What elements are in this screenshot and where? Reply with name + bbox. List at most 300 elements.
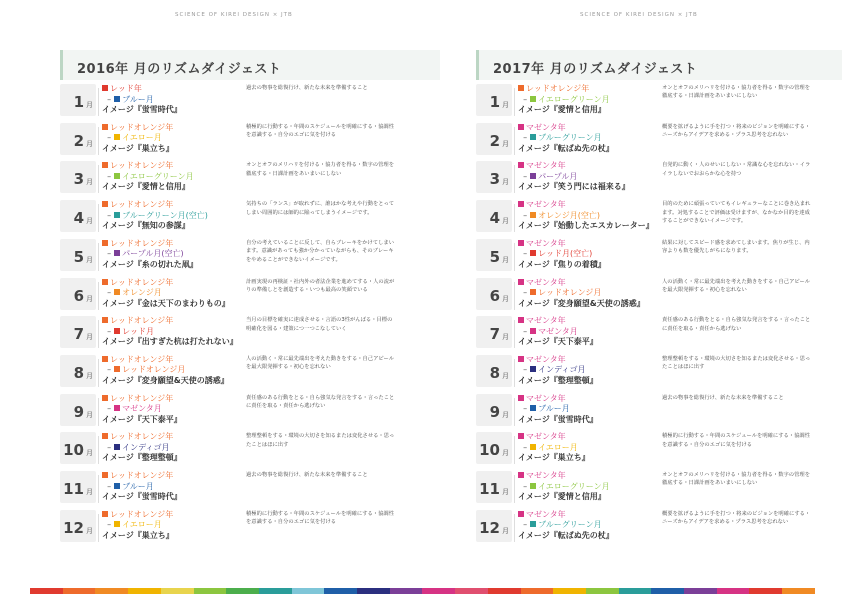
rainbow-segment xyxy=(259,588,292,594)
digest-panel-2017 xyxy=(476,50,842,555)
month-label: レッド月 xyxy=(122,326,155,336)
image-title: イメージ『無知の参謀』 xyxy=(102,221,190,231)
row-divider xyxy=(98,165,99,193)
digest-panel-2016 xyxy=(60,50,440,555)
month-number: 3 xyxy=(73,170,84,189)
month-box xyxy=(476,394,512,426)
month-label: イエロー月 xyxy=(538,442,578,452)
panel-title-bar xyxy=(476,50,842,80)
row-divider xyxy=(98,127,99,155)
year-color-swatch xyxy=(518,162,524,168)
month-suffix: 月 xyxy=(502,217,509,226)
month-label: パープル月 xyxy=(538,171,578,181)
month-box xyxy=(476,123,512,155)
dash-separator: – xyxy=(102,481,112,491)
month-suffix: 月 xyxy=(86,178,93,187)
month-label: ブルーグリーン月 xyxy=(538,133,602,143)
month-suffix: 月 xyxy=(86,294,93,303)
month-number: 4 xyxy=(489,209,500,228)
year-label: レッド年 xyxy=(110,84,142,93)
month-suffix: 月 xyxy=(502,333,509,342)
image-title: イメージ『巣立ち』 xyxy=(102,530,174,540)
month-color-swatch xyxy=(114,96,120,102)
month-row xyxy=(476,200,842,237)
year-color-swatch xyxy=(518,395,524,401)
month-suffix: 月 xyxy=(86,333,93,342)
year-color-swatch xyxy=(102,240,108,246)
year-color-swatch xyxy=(102,472,108,478)
month-number: 6 xyxy=(73,286,84,305)
month-box xyxy=(476,316,512,348)
row-divider xyxy=(514,436,515,464)
month-row xyxy=(60,471,440,508)
month-box xyxy=(476,471,512,503)
month-box xyxy=(476,239,512,271)
dash-separator: – xyxy=(102,210,112,220)
page-header-left: SCIENCE OF KIREI DESIGN × JTB xyxy=(175,12,293,18)
year-label: レッドオレンジ年 xyxy=(110,238,174,248)
month-label: ブルー月 xyxy=(122,481,154,491)
year-color-swatch xyxy=(518,240,524,246)
month-box xyxy=(60,316,96,348)
month-box xyxy=(60,510,96,542)
rainbow-segment xyxy=(488,588,521,594)
month-suffix: 月 xyxy=(86,526,93,535)
rainbow-segment xyxy=(619,588,652,594)
month-line xyxy=(518,404,688,415)
month-box xyxy=(60,432,96,464)
image-title: イメージ『整理整頓』 xyxy=(102,453,182,463)
month-advice: 自発的に動く・人のせいにしない・常識な心を忘れない・イライラしないでおおらかな心を持つ xyxy=(662,162,811,177)
month-suffix: 月 xyxy=(502,449,509,458)
month-advice: 過去の物事を総復行け、新たな未来を準備すること xyxy=(246,472,368,478)
row-divider xyxy=(514,88,515,116)
image-title: イメージ『整理整頓』 xyxy=(518,375,598,385)
row-divider xyxy=(98,436,99,464)
month-color-swatch xyxy=(114,405,120,411)
month-advice: 整理整頓をする・環境の大切さを知るまたは変化させる・思ったことはほに出す xyxy=(662,355,811,371)
year-label: レッドオレンジ年 xyxy=(110,354,174,364)
month-box xyxy=(476,84,512,116)
image-title: イメージ『焦りの着積』 xyxy=(518,259,606,269)
month-number: 10 xyxy=(479,441,500,460)
month-advice: 結果に対してスピード感を求めてしまいます。焦りが生じ、内容よりも数を優先しがちになります。 xyxy=(662,239,810,255)
row-divider xyxy=(98,475,99,503)
dash-separator: – xyxy=(102,365,112,375)
year-color-swatch xyxy=(102,124,108,130)
month-box xyxy=(60,278,96,310)
dash-separator: – xyxy=(102,171,112,181)
year-label: レッドオレンジ年 xyxy=(110,509,174,519)
dash-separator: – xyxy=(518,133,528,143)
month-color-swatch xyxy=(530,366,536,372)
year-label: レッドオレンジ年 xyxy=(110,393,174,403)
rainbow-segment xyxy=(684,588,717,594)
year-color-swatch xyxy=(518,433,524,439)
rainbow-segment xyxy=(324,588,357,594)
rainbow-segment xyxy=(226,588,259,594)
month-label: オレンジ月(空亡) xyxy=(538,210,600,220)
month-number: 8 xyxy=(73,363,84,382)
year-label: レッドオレンジ年 xyxy=(110,316,174,326)
dash-separator: – xyxy=(102,442,112,452)
row-divider xyxy=(98,398,99,426)
rainbow-bottom-bar xyxy=(30,588,815,594)
image-title: イメージ『蛍雪時代』 xyxy=(518,414,598,424)
year-color-swatch xyxy=(102,279,108,285)
rainbow-segment xyxy=(357,588,390,594)
image-title: イメージ『始動したエスカレーター』 xyxy=(518,221,654,231)
month-label: イエローグリーン月 xyxy=(538,481,610,491)
month-suffix: 月 xyxy=(86,139,93,148)
row-divider xyxy=(514,359,515,387)
month-color-swatch xyxy=(114,212,120,218)
year-label: マゼンタ年 xyxy=(526,161,566,171)
month-label: イエローグリーン月 xyxy=(122,171,194,181)
year-color-swatch xyxy=(518,279,524,285)
row-divider xyxy=(514,165,515,193)
month-color-swatch xyxy=(530,212,536,218)
month-number: 12 xyxy=(479,518,500,537)
year-label: レッドオレンジ年 xyxy=(110,200,174,210)
rainbow-segment xyxy=(422,588,455,594)
month-advice: 概要を拡げるように手を打つ・将来のビジョンを明確にする・ニーズからアイデアを求める・プラス思考を忘れない xyxy=(662,510,811,526)
dash-separator: – xyxy=(518,442,528,452)
year-color-swatch xyxy=(102,433,108,439)
row-divider xyxy=(514,514,515,542)
year-color-swatch xyxy=(102,201,108,207)
year-label: マゼンタ年 xyxy=(526,200,566,210)
rainbow-segment xyxy=(95,588,128,594)
year-color-swatch xyxy=(518,472,524,478)
month-box xyxy=(476,510,512,542)
dash-separator: – xyxy=(518,210,528,220)
year-label: レッドオレンジ年 xyxy=(110,161,174,171)
month-label: イエロー月 xyxy=(122,133,162,143)
image-title: イメージ『蛍雪時代』 xyxy=(102,105,182,114)
year-color-swatch xyxy=(518,85,524,91)
month-advice: 当月の目標を確実に達成させる・言語の3性がんばる・目標の明確化を図る・建策につ一つこなしていく xyxy=(246,317,393,332)
month-row xyxy=(60,432,440,469)
month-color-swatch xyxy=(530,521,536,527)
month-suffix: 月 xyxy=(502,526,509,535)
month-suffix: 月 xyxy=(502,410,509,419)
month-advice: 責任感のある行動をとる・自ら強気な発言をする・言ったことに責任を取る・責任から逃げない xyxy=(246,394,395,409)
month-row xyxy=(60,278,440,315)
panel-title-bar xyxy=(60,50,440,80)
month-line xyxy=(102,482,272,493)
row-divider xyxy=(514,475,515,503)
month-row xyxy=(60,200,440,237)
month-color-swatch xyxy=(530,96,536,102)
rainbow-segment xyxy=(717,588,750,594)
month-box xyxy=(476,432,512,464)
month-line xyxy=(102,95,272,106)
month-row xyxy=(476,432,842,469)
rainbow-segment xyxy=(651,588,684,594)
year-color-swatch xyxy=(102,395,108,401)
row-divider xyxy=(514,282,515,310)
rainbow-segment xyxy=(161,588,194,594)
month-number: 3 xyxy=(489,170,500,189)
month-label: レッドオレンジ月 xyxy=(538,288,602,297)
month-label: インディゴ月 xyxy=(538,365,586,375)
month-suffix: 月 xyxy=(86,101,93,109)
month-row xyxy=(60,510,440,547)
year-color-swatch xyxy=(102,317,108,323)
month-advice: 気持ちの「ランス」が取れずに、誰はかな考えや行動をとってしまい周囲的には師的に陥ってしまうイメージです。 xyxy=(246,201,395,216)
month-suffix: 月 xyxy=(502,371,509,380)
month-row xyxy=(476,161,842,198)
image-title: イメージ『変身願望&天使の誘惑』 xyxy=(102,375,229,385)
page-header-right: SCIENCE OF KIREI DESIGN × JTB xyxy=(580,12,698,18)
rainbow-segment xyxy=(455,588,488,594)
dash-separator: – xyxy=(102,326,112,336)
month-advice: 人の活動く・常に最先端出を考えた動きをする・自己アピールを最大限発揮する・初心を忘れない xyxy=(246,355,394,371)
year-label: マゼンタ年 xyxy=(526,509,566,519)
year-color-swatch xyxy=(102,511,108,517)
month-row xyxy=(476,510,842,547)
month-color-swatch xyxy=(530,405,536,411)
month-row xyxy=(476,355,842,392)
row-divider xyxy=(98,359,99,387)
year-label: マゼンタ年 xyxy=(526,316,566,326)
month-advice: オンとオフのメリハリを付ける・協力者を得る・数字の管理を徹底する・日課計画をあいまいにしない xyxy=(662,472,810,487)
year-color-swatch xyxy=(518,356,524,362)
month-row xyxy=(476,316,842,353)
month-suffix: 月 xyxy=(502,255,509,264)
year-label: マゼンタ年 xyxy=(526,122,566,132)
month-number: 5 xyxy=(73,247,84,266)
month-number: 5 xyxy=(489,247,500,266)
month-color-swatch xyxy=(114,289,120,295)
month-row xyxy=(60,394,440,431)
year-label: レッドオレンジ年 xyxy=(110,432,174,442)
month-number: 1 xyxy=(73,93,84,111)
month-number: 12 xyxy=(63,518,84,537)
month-row xyxy=(60,316,440,353)
month-label: マゼンタ月 xyxy=(122,404,162,414)
rainbow-segment xyxy=(194,588,227,594)
rainbow-segment xyxy=(586,588,619,594)
year-color-swatch xyxy=(518,511,524,517)
month-row xyxy=(60,239,440,276)
year-color-swatch xyxy=(518,124,524,130)
year-color-swatch xyxy=(102,162,108,168)
month-label: ブルーグリーン月 xyxy=(538,520,602,530)
month-suffix: 月 xyxy=(502,488,509,496)
month-label: イエローグリーン月 xyxy=(538,94,610,104)
month-color-swatch xyxy=(530,483,536,489)
year-label: マゼンタ年 xyxy=(526,238,566,248)
rainbow-segment xyxy=(749,588,782,594)
month-number: 7 xyxy=(73,325,84,344)
month-color-swatch xyxy=(530,328,536,334)
month-suffix: 月 xyxy=(502,139,509,148)
month-box xyxy=(60,394,96,426)
year-label: レッドオレンジ年 xyxy=(526,84,590,93)
month-box xyxy=(476,200,512,232)
rainbow-segment xyxy=(390,588,423,594)
dash-separator: – xyxy=(102,94,112,104)
month-color-swatch xyxy=(114,444,120,450)
month-number: 8 xyxy=(489,363,500,382)
dash-separator: – xyxy=(102,133,112,143)
month-suffix: 月 xyxy=(502,178,509,187)
image-title: イメージ『糸の切れた凧』 xyxy=(102,259,198,269)
month-box xyxy=(60,84,96,116)
row-divider xyxy=(514,398,515,426)
month-box xyxy=(60,355,96,387)
month-advice: 積極的に行動する・年間のスケジュールを明確にする・協調性を意識する・自分のエゴに気を付ける xyxy=(246,510,394,526)
month-suffix: 月 xyxy=(86,410,93,419)
month-advice: 過去の物事を総復行け、新たな未来を準備すること xyxy=(662,394,784,401)
month-number: 9 xyxy=(73,402,84,421)
month-suffix: 月 xyxy=(86,255,93,264)
month-color-swatch xyxy=(114,250,120,256)
image-title: イメージ『蛍雪時代』 xyxy=(102,492,182,501)
month-suffix: 月 xyxy=(502,294,509,303)
year-color-swatch xyxy=(518,317,524,323)
dash-separator: – xyxy=(102,404,112,414)
year-label: マゼンタ年 xyxy=(526,393,566,403)
year-label: レッドオレンジ年 xyxy=(110,277,174,287)
image-title: イメージ『巣立ち』 xyxy=(518,453,590,463)
month-number: 11 xyxy=(63,480,84,498)
image-title: イメージ『天下泰平』 xyxy=(518,337,598,347)
month-label: オレンジ月 xyxy=(122,288,162,297)
month-number: 11 xyxy=(479,480,500,498)
image-title: イメージ『変身願望&天使の誘惑』 xyxy=(518,298,645,308)
month-color-swatch xyxy=(114,521,120,527)
month-label: パープル月(空亡) xyxy=(122,249,184,259)
row-divider xyxy=(514,243,515,271)
image-title: イメージ『天下泰平』 xyxy=(102,414,182,424)
year-label: レッドオレンジ年 xyxy=(110,471,174,480)
month-number: 9 xyxy=(489,402,500,421)
image-title: イメージ『転ばぬ先の杖』 xyxy=(518,530,614,540)
year-color-swatch xyxy=(102,85,108,91)
month-advice: 積極的に行動する・年間のスケジュールを明確にする・協調性を意識する・自分のエゴに気を付ける xyxy=(246,123,394,139)
dash-separator: – xyxy=(518,326,528,336)
month-advice: 積極的に行動する・年間のスケジュールを明確にする・協調性を意識する・自分のエゴに気を付ける xyxy=(662,433,810,448)
month-row xyxy=(60,123,440,160)
row-divider xyxy=(514,320,515,348)
rainbow-segment xyxy=(128,588,161,594)
rainbow-segment xyxy=(782,588,815,594)
rainbow-segment xyxy=(553,588,586,594)
month-color-swatch xyxy=(530,289,536,295)
month-row xyxy=(476,239,842,276)
dash-separator: – xyxy=(518,404,528,414)
month-row xyxy=(476,394,842,431)
month-color-swatch xyxy=(114,134,120,140)
month-number: 2 xyxy=(73,131,84,150)
month-label: イエロー月 xyxy=(122,520,162,530)
image-title: イメージ『愛情と信用』 xyxy=(518,105,606,114)
row-divider xyxy=(98,204,99,232)
month-box xyxy=(60,471,96,503)
month-advice: 人の活動く・常に最先端出を考えた動きをする・自己アピールを最大限発揮する・初心を忘れない xyxy=(662,278,810,293)
month-advice: 過去の物事を総復行け、新たな未来を準備すること xyxy=(246,85,368,91)
month-box xyxy=(60,200,96,232)
month-box xyxy=(476,355,512,387)
month-box xyxy=(60,123,96,155)
month-advice: 計画実現の再検証・社内外の者法企業を進めてする・人の流がりの準備しとを創造する・いつも最高の笑顔でいる xyxy=(246,278,395,293)
month-row xyxy=(60,84,440,121)
month-row xyxy=(476,278,842,315)
image-title: イメージ『金は天下のまわりもの』 xyxy=(102,298,230,308)
month-number: 10 xyxy=(63,441,84,460)
month-number: 7 xyxy=(489,325,500,344)
month-number: 2 xyxy=(489,131,500,150)
dash-separator: – xyxy=(518,249,528,259)
month-row xyxy=(60,355,440,392)
year-label: マゼンタ年 xyxy=(526,471,566,480)
month-box xyxy=(476,161,512,193)
month-color-swatch xyxy=(114,173,120,179)
month-row xyxy=(476,123,842,160)
month-box xyxy=(476,278,512,310)
row-divider xyxy=(98,320,99,348)
image-title: イメージ『愛情と信用』 xyxy=(518,492,606,501)
month-color-swatch xyxy=(530,250,536,256)
dash-separator: – xyxy=(518,365,528,375)
dash-separator: – xyxy=(102,249,112,259)
panel-title: 2016年 月のリズムダイジェスト xyxy=(77,62,282,77)
image-title: イメージ『出すぎた杭は打たれない』 xyxy=(102,337,238,347)
month-suffix: 月 xyxy=(502,101,509,109)
month-suffix: 月 xyxy=(86,488,93,496)
month-number: 4 xyxy=(73,209,84,228)
month-color-swatch xyxy=(530,444,536,450)
month-suffix: 月 xyxy=(86,217,93,226)
month-color-swatch xyxy=(114,366,120,372)
dash-separator: – xyxy=(518,94,528,104)
year-label: マゼンタ年 xyxy=(526,432,566,442)
dash-separator: – xyxy=(518,520,528,530)
month-color-swatch xyxy=(114,328,120,334)
year-color-swatch xyxy=(102,356,108,362)
month-row xyxy=(476,471,842,508)
month-label: ブルーグリーン月(空亡) xyxy=(122,210,208,220)
panel-title: 2017年 月のリズムダイジェスト xyxy=(493,62,698,77)
month-number: 1 xyxy=(489,93,500,111)
month-advice: オンとオフのメリハリを付ける・協力者を得る・数字の管理を徹底する・日課計画をあいまいにしない xyxy=(246,162,394,177)
month-suffix: 月 xyxy=(86,371,93,380)
month-box xyxy=(60,161,96,193)
dash-separator: – xyxy=(518,171,528,181)
row-divider xyxy=(514,204,515,232)
rainbow-segment xyxy=(63,588,96,594)
month-advice: 自分の考えていることに反して、自らブレーキをかけてしまいます。意識があっても強か分かっていながらも、そのブレーキをやめることができないイメージです。 xyxy=(246,239,394,263)
row-divider xyxy=(514,127,515,155)
row-divider xyxy=(98,282,99,310)
month-suffix: 月 xyxy=(86,449,93,458)
row-divider xyxy=(98,88,99,116)
row-divider xyxy=(98,514,99,542)
year-label: レッドオレンジ年 xyxy=(110,122,174,132)
row-divider xyxy=(98,243,99,271)
month-row xyxy=(60,161,440,198)
dash-separator: – xyxy=(518,288,528,297)
month-advice: 概要を拡げるように手を打つ・将来のビジョンを明確にする・ニーズからアイデアを求める・プラス思考を忘れない xyxy=(662,123,811,139)
rainbow-segment xyxy=(521,588,554,594)
rainbow-segment xyxy=(30,588,63,594)
month-color-swatch xyxy=(114,483,120,489)
year-label: マゼンタ年 xyxy=(526,354,566,364)
month-label: インディゴ月 xyxy=(122,442,170,452)
